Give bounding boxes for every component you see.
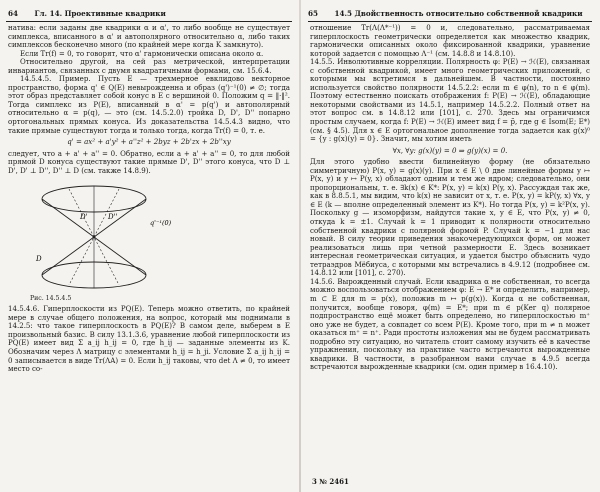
section-title: 14.5 Двойственность относительно собственной квадрики — [334, 9, 583, 18]
paragraph: 14.5.5. Инволютивные корреляции. Полярность φ: P(E) → ℋ(E), связанная с собственной квадрикой, имеет много геометрических приложений, с которыми мы встретимся в дальнейшем. В частности, постоянно используется свойство полярности 14.5.2.2: если m ∈ φ(n), то n ∈ φ(m). Поэтому естественно поискать отображения f: P(E) → ℋ(E), обладающие некоторыми свойствами из 14.5.1, например 14.5.2.2. Полный ответ на этот вопрос см. в 14.8.12 или [101], с. 270. Здесь мы ограничимся простым случаем, когда f: P(E) → ℋ(E) имеет вид f = p̃, где g ∈ Isom(E; E*) (см. § 4.5). Для x ∈ E ортогональное дополнение тогда задается как g(x)⁰ = {y : g(x)(y) = 0}. Значит, мы хотим иметь — [310, 57, 590, 144]
equation: ∀x, ∀y: g(x)(y) = 0 ⇒ g(y)(x) = 0. — [392, 145, 508, 155]
right-page — [300, 0, 600, 492]
header-rule — [6, 21, 292, 22]
paragraph: 14.5.4.5. Пример. Пусть E — трехмерное евклидово векторное пространство, форма q' ∈ Q(E) невырожденна и образ (q')⁻¹(0) ≠ ∅; тогда этот образ представляет собой конус в E с вершиной 0. Положим q = ‖·‖². Тогда симплекс из P(E), вписанный в α' = p(q') и автополярный относительно α = p(q), — это (см. 14.5.2.0) тройка D, D', D'' попарно ортогональных прямых конуса. Из доказательства 14.5.4.3 видно, что такие прямые существуют тогда и только тогда, когда Tr(f) = 0, т. е. — [8, 74, 290, 135]
page-footer: 3 № 2461 — [312, 477, 349, 486]
text-column — [310, 24, 590, 372]
running-head — [8, 9, 166, 18]
label-d-double-prime: D'' — [108, 213, 118, 222]
paragraph: натива: если заданы две квадрики α и α', то либо вообще не существует симплекса, вписанного в α' и автополярного относительно α, либо таких симплексов бесконечно много (по крайней мере когда K замкнуто). — [8, 23, 290, 50]
figure-cone — [8, 177, 290, 305]
paragraph: 14.5.6. Вырожденный случай. Если квадрика α не собственная, то всегда можно воспользоваться отображением φ: E → E* и определить, например, m ⊂ E для m = p(x), положив m ↦ p(g(x)). Когда α не собственная, получится, вообще говоря, φ(m) = E*; при m ∈ p(Ker q) полярное подпространство ещё может быть определено, но гиперплоскостью m⁺ оно уже не будет, а совпадет со всем P(E). Кроме того, при m ≠ n может оказаться m⁺ = n⁺. Ради простоты изложения мы не будем рассматривать подробно эту ситуацию, но читатель стоит самому изучить её в качестве упражнения, поскольку на практике часто встречаются вырожденные квадрики. В частности, в разобранном нами случае в 4.9.5 всегда встречаются вырожденные квадрики (см. один пример в 16.4.10). — [310, 276, 590, 372]
paragraph: отношение Tr(Λ(Λ*⁻¹)) = 0 и, следовательно, рассматриваемая гиперплоскость геометрически определяется как множество квадрик, гармонически описанных около фиксированной квадрики, уравнение которой задается с помощью Λ⁻¹ (см. 14.8.8 и 14.8.10). — [310, 23, 590, 58]
label-d: D — [36, 255, 42, 264]
running-head — [308, 9, 583, 18]
cone-illustration — [14, 177, 214, 295]
paragraph: Относительно другой, на сей раз метрической, интерпретации инвариантов, связанных с двумя квадратичными формами, см. 15.6.4. — [8, 57, 290, 75]
text-column — [8, 24, 290, 374]
figure-caption: Рис. 14.5.4.5 — [30, 294, 72, 302]
equation: q' = ax² + a'y² + a''z² + 2byz + 2b'zx + 2b''xy — [67, 137, 231, 147]
paragraph: следует, что a + a' + a'' = 0. Обратно, если a + a' + a'' = 0, то для любой прямой D конуса существуют такие прямые D', D'' этого конуса, что D ⊥ D', D' ⊥ D'', D'' ⊥ D (см. также 14.8.9). — [8, 148, 290, 175]
label-quadric: q'⁻¹(0) — [150, 219, 172, 228]
header-rule — [308, 21, 592, 22]
page-number: 65 — [308, 9, 319, 18]
paragraph: Для этого удобно ввести билинейную форму (не обязательно симметричную) P(x, y) = g(x)(y). При x ∈ E \ 0 две линейные формы y ↦ P(x, y) и y ↦ P(y, x) обладают одним и тем же ядром; следовательно, они пропорциональны, т. е. ∃k(x) ∈ K*: P(x, y) = k(x) P(y, x). Рассуждая так же, как в 8.8.5.1, мы видим, что k(x) не зависит от x, т. е. P(x, y) = kP(y, x) ∀x, y ∈ E (k — вполне определенный элемент из K*). Но тогда P(x, y) = k²P(x, y). Поскольку g — изоморфизм, найдутся такие x, y ∈ E, что P(x, y) ≠ 0, откуда k = ±1. Случай k = 1 приводит к полярности относительно собственной квадрики с полярной формой P. Случай k = −1 для нас новый. В силу теории приведения знакочередующихся форм, он может реализоваться лишь при четной размерности E. Здесь возникает интересная геометрическая ситуация, и удается быстро объяснить чудо тетраэдров Мёбиуса, с которыми мы встречались в 4.9.12 (подробнее см. 14.8.12 или [101], с. 270). — [310, 157, 590, 278]
paragraph: 14.5.4.6. Гиперплоскости из PQ(E). Теперь можно ответить, по крайней мере в случае общего положения, на вопрос, который мы поднимали в 14.2.5: что такое гиперплоскость в PQ(E)? В самом деле, выберем в E произвольный базис. В силу 13.1.3.6, уравнение любой гиперплоскости из PQ(E) имеет вид Σ a_ij h_ij = 0, где h_ij — заданные элементы из K. Обозначим через Λ матрицу с элементами h_ij = h_ji. Условие Σ a_ij h_ij = 0 записывается в виде Tr(ΛA) = 0. Если h_ij таковы, что det Λ ≠ 0, то имеет место со- — [8, 304, 290, 374]
page-number: 64 — [8, 9, 19, 18]
chapter-title: Гл. 14. Проективные квадрики — [34, 9, 166, 18]
paragraph: Если Tr(f) = 0, то говорят, что α' гармонически описана около α. — [20, 48, 264, 58]
label-d-prime: D' — [80, 213, 88, 222]
